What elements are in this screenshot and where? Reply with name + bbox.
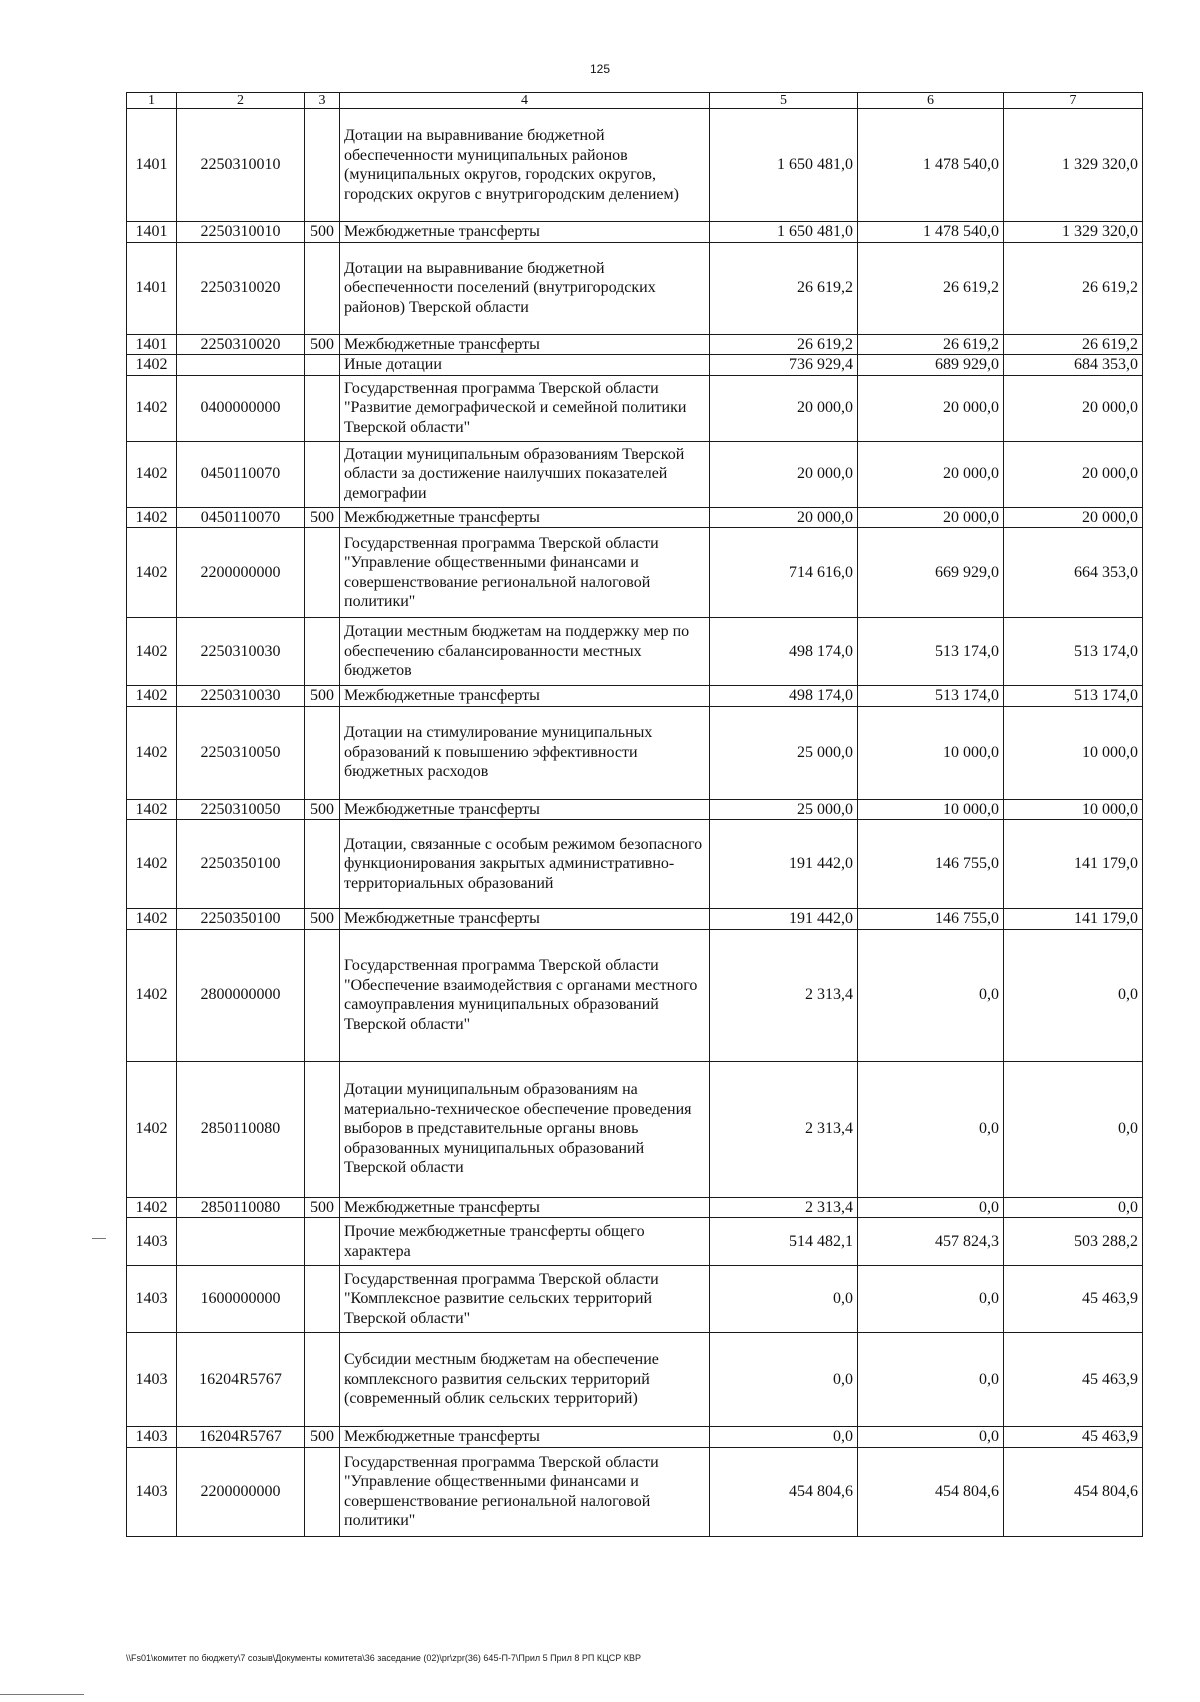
code-cell: 2250310010 <box>177 109 305 222</box>
code-cell: 2250310030 <box>177 686 305 707</box>
value-2022-cell: 20 000,0 <box>858 441 1004 507</box>
value-2021-cell: 26 619,2 <box>710 242 858 334</box>
header-col-1: 1 <box>127 93 177 109</box>
name-cell: Межбюджетные трансферты <box>340 507 710 528</box>
value-2022-cell: 146 755,0 <box>858 820 1004 909</box>
header-col-6: 6 <box>858 93 1004 109</box>
value-2023-cell: 0,0 <box>1004 929 1143 1061</box>
value-2021-cell: 1 650 481,0 <box>710 222 858 243</box>
table-row <box>127 355 1143 376</box>
header-col-5: 5 <box>710 93 858 109</box>
value-2023-cell: 26 619,2 <box>1004 334 1143 355</box>
table-row <box>127 820 1143 909</box>
section-cell: 1402 <box>127 1197 177 1218</box>
code-cell: 2850110080 <box>177 1197 305 1218</box>
value-2022-cell: 26 619,2 <box>858 334 1004 355</box>
type-cell <box>305 1061 340 1197</box>
value-2022-cell: 457 824,3 <box>858 1218 1004 1266</box>
table-row <box>127 929 1143 1061</box>
value-2022-cell: 1 478 540,0 <box>858 109 1004 222</box>
name-cell: Дотации на выравнивание бюджетной обеспеченности поселений (внутригородских районов) Тверской области <box>340 242 710 334</box>
value-2022-cell: 26 619,2 <box>858 242 1004 334</box>
table-row <box>127 686 1143 707</box>
table-row <box>127 1447 1143 1536</box>
name-cell: Иные дотации <box>340 355 710 376</box>
table-row <box>127 618 1143 686</box>
value-2021-cell: 26 619,2 <box>710 334 858 355</box>
value-2022-cell: 513 174,0 <box>858 686 1004 707</box>
value-2023-cell: 20 000,0 <box>1004 507 1143 528</box>
name-cell: Дотации муниципальным образованиям на материально-техническое обеспечение проведения выборов в представительные органы вновь образованных муниципальных образований Тверской области <box>340 1061 710 1197</box>
value-2021-cell: 25 000,0 <box>710 799 858 820</box>
type-cell: 500 <box>305 799 340 820</box>
value-2023-cell: 141 179,0 <box>1004 909 1143 930</box>
code-cell: 2250350100 <box>177 820 305 909</box>
value-2023-cell: 10 000,0 <box>1004 706 1143 799</box>
code-cell: 2250310030 <box>177 618 305 686</box>
value-2023-cell: 45 463,9 <box>1004 1266 1143 1333</box>
name-cell: Прочие межбюджетные трансферты общего характера <box>340 1218 710 1266</box>
value-2023-cell: 10 000,0 <box>1004 799 1143 820</box>
section-cell: 1402 <box>127 686 177 707</box>
value-2021-cell: 2 313,4 <box>710 929 858 1061</box>
type-cell <box>305 706 340 799</box>
value-2022-cell: 146 755,0 <box>858 909 1004 930</box>
table-row <box>127 909 1143 930</box>
section-cell: 1402 <box>127 799 177 820</box>
section-cell: 1403 <box>127 1333 177 1427</box>
value-2022-cell: 0,0 <box>858 929 1004 1061</box>
type-cell: 500 <box>305 1427 340 1448</box>
value-2023-cell: 0,0 <box>1004 1061 1143 1197</box>
section-cell: 1402 <box>127 820 177 909</box>
value-2022-cell: 20 000,0 <box>858 507 1004 528</box>
value-2022-cell: 669 929,0 <box>858 528 1004 618</box>
value-2023-cell: 141 179,0 <box>1004 820 1143 909</box>
table-row <box>127 242 1143 334</box>
name-cell: Межбюджетные трансферты <box>340 334 710 355</box>
value-2021-cell: 1 650 481,0 <box>710 109 858 222</box>
value-2022-cell: 10 000,0 <box>858 799 1004 820</box>
value-2023-cell: 45 463,9 <box>1004 1427 1143 1448</box>
section-cell: 1403 <box>127 1266 177 1333</box>
value-2022-cell: 454 804,6 <box>858 1447 1004 1536</box>
header-row <box>127 93 1143 109</box>
table-row <box>127 375 1143 441</box>
code-cell: 2850110080 <box>177 1061 305 1197</box>
name-cell: Дотации на стимулирование муниципальных образований к повышению эффективности бюджетных расходов <box>340 706 710 799</box>
name-cell: Дотации, связанные с особым режимом безопасного функционирования закрытых административно-территориальных образований <box>340 820 710 909</box>
type-cell <box>305 820 340 909</box>
type-cell <box>305 375 340 441</box>
code-cell: 2250310050 <box>177 706 305 799</box>
code-cell: 2250310050 <box>177 799 305 820</box>
value-2021-cell: 2 313,4 <box>710 1061 858 1197</box>
value-2023-cell: 26 619,2 <box>1004 242 1143 334</box>
name-cell: Межбюджетные трансферты <box>340 1427 710 1448</box>
code-cell: 2800000000 <box>177 929 305 1061</box>
value-2022-cell: 20 000,0 <box>858 375 1004 441</box>
name-cell: Государственная программа Тверской области "Управление общественными финансами и совершенствование региональной налоговой политики" <box>340 528 710 618</box>
section-cell: 1402 <box>127 618 177 686</box>
table-row <box>127 334 1143 355</box>
type-cell <box>305 1266 340 1333</box>
table-row <box>127 441 1143 507</box>
value-2022-cell: 0,0 <box>858 1427 1004 1448</box>
type-cell <box>305 528 340 618</box>
value-2021-cell: 0,0 <box>710 1266 858 1333</box>
value-2023-cell: 513 174,0 <box>1004 686 1143 707</box>
value-2023-cell: 1 329 320,0 <box>1004 109 1143 222</box>
name-cell: Межбюджетные трансферты <box>340 686 710 707</box>
code-cell: 16204R5767 <box>177 1333 305 1427</box>
type-cell: 500 <box>305 686 340 707</box>
header-col-3: 3 <box>305 93 340 109</box>
code-cell: 0450110070 <box>177 441 305 507</box>
value-2021-cell: 20 000,0 <box>710 507 858 528</box>
header-col-2: 2 <box>177 93 305 109</box>
value-2021-cell: 0,0 <box>710 1427 858 1448</box>
type-cell <box>305 109 340 222</box>
value-2022-cell: 0,0 <box>858 1333 1004 1427</box>
table-row <box>127 706 1143 799</box>
table-row <box>127 507 1143 528</box>
scan-edge-mark <box>0 1694 84 1695</box>
margin-mark <box>92 1238 106 1239</box>
name-cell: Государственная программа Тверской области "Управление общественными финансами и совершенствование региональной налоговой политики" <box>340 1447 710 1536</box>
table-row <box>127 222 1143 243</box>
name-cell: Дотации местным бюджетам на поддержку мер по обеспечению сбалансированности местных бюджетов <box>340 618 710 686</box>
code-cell: 0400000000 <box>177 375 305 441</box>
section-cell: 1403 <box>127 1218 177 1266</box>
name-cell: Межбюджетные трансферты <box>340 1197 710 1218</box>
type-cell <box>305 1333 340 1427</box>
section-cell: 1401 <box>127 334 177 355</box>
section-cell: 1402 <box>127 441 177 507</box>
type-cell <box>305 1447 340 1536</box>
value-2021-cell: 191 442,0 <box>710 909 858 930</box>
code-cell: 2250310010 <box>177 222 305 243</box>
value-2023-cell: 45 463,9 <box>1004 1333 1143 1427</box>
name-cell: Субсидии местным бюджетам на обеспечение комплексного развития сельских территорий (современный облик сельских территорий) <box>340 1333 710 1427</box>
table-row <box>127 109 1143 222</box>
value-2021-cell: 514 482,1 <box>710 1218 858 1266</box>
value-2023-cell: 20 000,0 <box>1004 375 1143 441</box>
value-2021-cell: 0,0 <box>710 1333 858 1427</box>
code-cell: 2250350100 <box>177 909 305 930</box>
section-cell: 1402 <box>127 909 177 930</box>
section-cell: 1401 <box>127 109 177 222</box>
type-cell: 500 <box>305 909 340 930</box>
type-cell <box>305 355 340 376</box>
section-cell: 1403 <box>127 1447 177 1536</box>
code-cell: 16204R5767 <box>177 1427 305 1448</box>
section-cell: 1402 <box>127 929 177 1061</box>
value-2021-cell: 25 000,0 <box>710 706 858 799</box>
value-2021-cell: 714 616,0 <box>710 528 858 618</box>
value-2023-cell: 513 174,0 <box>1004 618 1143 686</box>
table-row <box>127 1333 1143 1427</box>
type-cell <box>305 929 340 1061</box>
code-cell: 0450110070 <box>177 507 305 528</box>
section-cell: 1402 <box>127 355 177 376</box>
value-2023-cell: 1 329 320,0 <box>1004 222 1143 243</box>
table-row <box>127 1218 1143 1266</box>
code-cell: 2250310020 <box>177 334 305 355</box>
code-cell <box>177 1218 305 1266</box>
page-number: 125 <box>589 62 611 76</box>
footer-file-path: \\Fs01\комитет по бюджету\7 созыв\Документы комитета\36 заседание (02)\pr\zpr(36) 645-П-7\Прил 5 Прил 8 РП КЦСР КВР <box>126 1653 642 1663</box>
section-cell: 1403 <box>127 1427 177 1448</box>
value-2021-cell: 191 442,0 <box>710 820 858 909</box>
budget-table <box>126 92 1143 1537</box>
name-cell: Дотации на выравнивание бюджетной обеспеченности муниципальных районов (муниципальных округов, городских округов, городских округов с внутригородским делением) <box>340 109 710 222</box>
type-cell: 500 <box>305 334 340 355</box>
section-cell: 1402 <box>127 706 177 799</box>
code-cell: 2200000000 <box>177 528 305 618</box>
value-2021-cell: 20 000,0 <box>710 375 858 441</box>
value-2023-cell: 503 288,2 <box>1004 1218 1143 1266</box>
value-2023-cell: 0,0 <box>1004 1197 1143 1218</box>
name-cell: Государственная программа Тверской области "Развитие демографической и семейной политики Тверской области" <box>340 375 710 441</box>
name-cell: Дотации муниципальным образованиям Тверской области за достижение наилучших показателей демографии <box>340 441 710 507</box>
value-2022-cell: 0,0 <box>858 1197 1004 1218</box>
value-2021-cell: 20 000,0 <box>710 441 858 507</box>
code-cell: 1600000000 <box>177 1266 305 1333</box>
value-2022-cell: 0,0 <box>858 1061 1004 1197</box>
table-row <box>127 799 1143 820</box>
code-cell: 2200000000 <box>177 1447 305 1536</box>
value-2021-cell: 498 174,0 <box>710 618 858 686</box>
table-row <box>127 1427 1143 1448</box>
header-col-4: 4 <box>340 93 710 109</box>
section-cell: 1402 <box>127 507 177 528</box>
table-row <box>127 1061 1143 1197</box>
value-2021-cell: 736 929,4 <box>710 355 858 376</box>
name-cell: Межбюджетные трансферты <box>340 799 710 820</box>
name-cell: Межбюджетные трансферты <box>340 222 710 243</box>
section-cell: 1402 <box>127 375 177 441</box>
value-2022-cell: 0,0 <box>858 1266 1004 1333</box>
type-cell: 500 <box>305 222 340 243</box>
name-cell: Межбюджетные трансферты <box>340 909 710 930</box>
value-2022-cell: 689 929,0 <box>858 355 1004 376</box>
section-cell: 1402 <box>127 1061 177 1197</box>
value-2021-cell: 498 174,0 <box>710 686 858 707</box>
value-2023-cell: 664 353,0 <box>1004 528 1143 618</box>
value-2021-cell: 2 313,4 <box>710 1197 858 1218</box>
table-row <box>127 528 1143 618</box>
value-2023-cell: 454 804,6 <box>1004 1447 1143 1536</box>
table-body <box>127 109 1143 1537</box>
value-2022-cell: 10 000,0 <box>858 706 1004 799</box>
value-2021-cell: 454 804,6 <box>710 1447 858 1536</box>
type-cell <box>305 1218 340 1266</box>
type-cell <box>305 618 340 686</box>
code-cell <box>177 355 305 376</box>
value-2023-cell: 684 353,0 <box>1004 355 1143 376</box>
header-col-7: 7 <box>1004 93 1143 109</box>
section-cell: 1402 <box>127 528 177 618</box>
type-cell <box>305 242 340 334</box>
type-cell: 500 <box>305 507 340 528</box>
section-cell: 1401 <box>127 222 177 243</box>
value-2022-cell: 513 174,0 <box>858 618 1004 686</box>
table-row <box>127 1197 1143 1218</box>
name-cell: Государственная программа Тверской области "Обеспечение взаимодействия с органами местного самоуправления муниципальных образований Тверской области" <box>340 929 710 1061</box>
type-cell: 500 <box>305 1197 340 1218</box>
code-cell: 2250310020 <box>177 242 305 334</box>
name-cell: Государственная программа Тверской области "Комплексное развитие сельских территорий Тверской области" <box>340 1266 710 1333</box>
table-row <box>127 1266 1143 1333</box>
value-2022-cell: 1 478 540,0 <box>858 222 1004 243</box>
type-cell <box>305 441 340 507</box>
value-2023-cell: 20 000,0 <box>1004 441 1143 507</box>
section-cell: 1401 <box>127 242 177 334</box>
